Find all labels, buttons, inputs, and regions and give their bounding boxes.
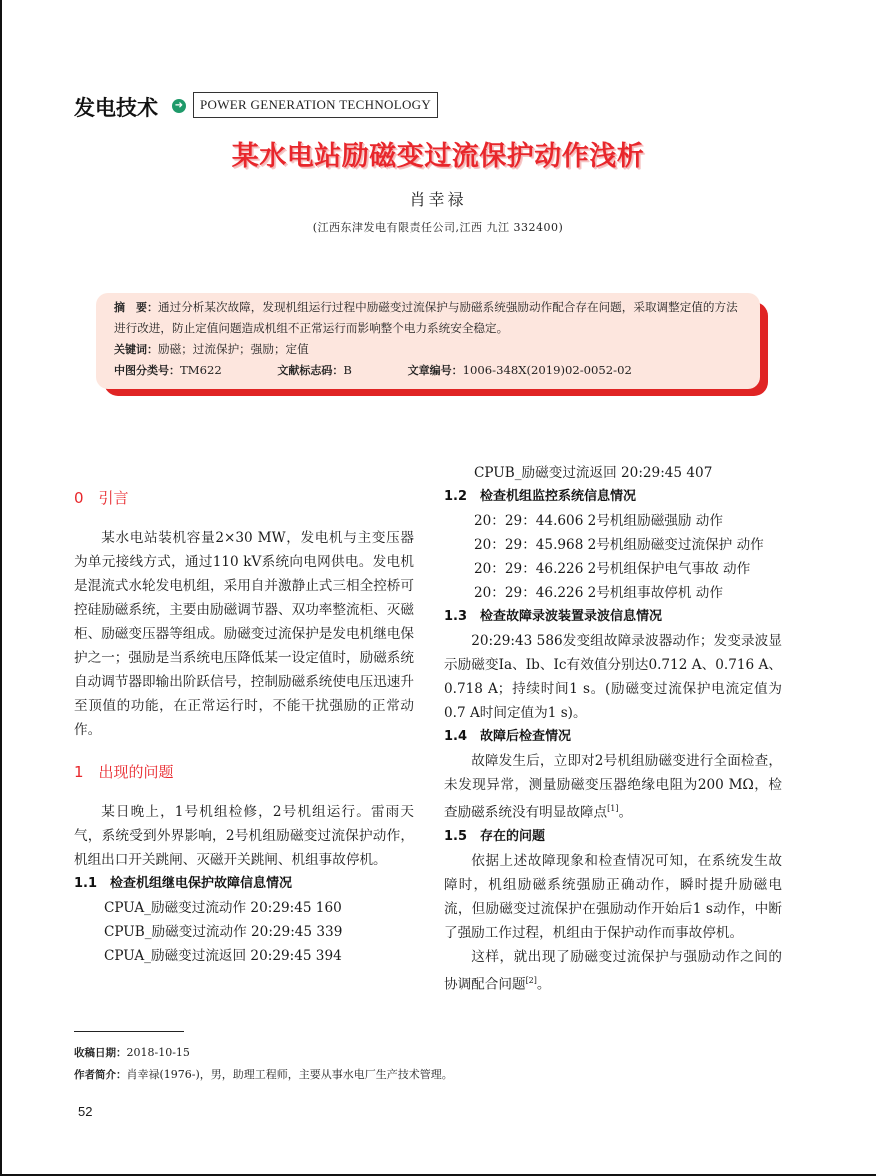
right-column (444, 461, 782, 996)
author-bio: 作者简介：肖幸禄(1976-)，男，助理工程师，主要从事水电厂生产技术管理。 (74, 1068, 453, 1081)
log-line: CPUA_励磁变过流动作 20:29:45 160 (104, 900, 342, 916)
paragraph-recorder: 20:29:43 586发变组故障录波器动作；发变录波显示励磁变Ia、Ib、Ic有效值分别达0.712 A、0.716 A、0.718 A；持续时间1 s。(励磁变过流保护电流定值为0.7 A时间定值为1 s)。 (444, 633, 782, 721)
citation-ref: [1] (607, 804, 619, 813)
section-heading-problem: 1 出现的问题 (74, 763, 174, 781)
affiliation: (江西东津发电有限责任公司,江西 九江 332400) (312, 221, 564, 234)
subheading-1-4: 1.4 故障后检查情况 (444, 729, 572, 744)
paragraph-issue: 依据上述故障现象和检查情况可知，在系统发生故障时，机组励磁系统强励正确动作，瞬时提升励磁电流，但励磁变过流保护在强励动作开始后1 s动作，中断了强励工作过程，机组由于保护动作而事故停机。 (444, 852, 782, 941)
classification-line: 中图分类号：TM622 文献标志码：B 文章编号：1006-348X(2019)02-0052-02 (114, 363, 632, 377)
journal-brand: 发电技术 (74, 96, 158, 120)
journal-english-name: POWER GENERATION TECHNOLOGY (193, 92, 438, 118)
arrow-circle-icon: ➜ (172, 99, 186, 113)
keywords: 关键词：励磁；过流保护；强励；定值 (114, 342, 309, 356)
citation-ref: [2] (525, 975, 537, 985)
log-line: 20：29：44.606 2号机组励磁强励 动作 (474, 513, 723, 529)
subheading-1-5: 1.5 存在的问题 (444, 828, 546, 844)
log-line: CPUB_励磁变过流返回 20:29:45 407 (474, 465, 713, 481)
left-column (74, 486, 414, 968)
author-name: 肖幸禄 (409, 190, 467, 209)
log-line: CPUA_励磁变过流返回 20:29:45 394 (104, 948, 342, 964)
page-number: 52 (78, 1104, 93, 1119)
log-line: 20：29：46.226 2号机组保护电气事故 动作 (474, 561, 751, 577)
subheading-1-2: 1.2 检查机组监控系统信息情况 (444, 489, 637, 504)
paragraph-issue-conclusion: 这样，就出现了励磁变过流保护与强励动作之间的协调配合问题[2]。 (444, 948, 782, 993)
subheading-1-3: 1.3 检查故障录波装置录波信息情况 (444, 609, 663, 624)
paragraph-problem: 某日晚上，1号机组检修，2号机组运行。雷雨天气，系统受到外界影响，2号机组励磁变过流保护动作，机组出口开关跳闸、灭磁开关跳闸、机组事故停机。 (74, 804, 414, 868)
footnote-divider (74, 1031, 184, 1032)
log-line: 20：29：45.968 2号机组励磁变过流保护 动作 (474, 537, 764, 553)
article-title: 某水电站励磁变过流保护动作浅析 (231, 141, 645, 172)
log-line: 20：29：46.226 2号机组事故停机 动作 (474, 585, 723, 601)
paragraph-intro: 某水电站装机容量2×30 MW，发电机与主变压器为单元接线方式，通过110 kV系统向电网供电。发电机是混流式水轮发电机组，采用自并激静止式三相全控桥可控硅励磁系统，主要由励磁调节器、双功率整流柜、灭磁柜、励磁变压器等组成。励磁变过流保护是发电机继电保护之一；强励是当系统电压降低某一设定值时，励磁系统自动调节器即输出阶跃信号，控制励磁系统使电压迅速升至顶值的功能，在正常运行时，不能干扰强励的正常动作。 (74, 530, 414, 738)
subheading-1-1: 1.1 检查机组继电保护故障信息情况 (74, 876, 293, 891)
paragraph-inspection: 故障发生后，立即对2号机组励磁变进行全面检查，未发现异常，测量励磁变压器绝缘电阻为200 MΩ，检查励磁系统没有明显故障点[1]。 (444, 753, 782, 821)
received-date: 收稿日期：2018-10-15 (74, 1046, 190, 1059)
log-line: CPUB_励磁变过流动作 20:29:45 339 (104, 924, 343, 940)
section-heading-intro: 0 引言 (74, 489, 129, 507)
abstract-text: 摘 要：通过分析某次故障，发现机组运行过程中励磁变过流保护与励磁系统强励动作配合存在问题，采取调整定值的方法进行改进，防止定值问题造成机组不正常运行而影响整个电力系统安全稳定。 (114, 300, 738, 335)
abstract-box (96, 293, 760, 389)
